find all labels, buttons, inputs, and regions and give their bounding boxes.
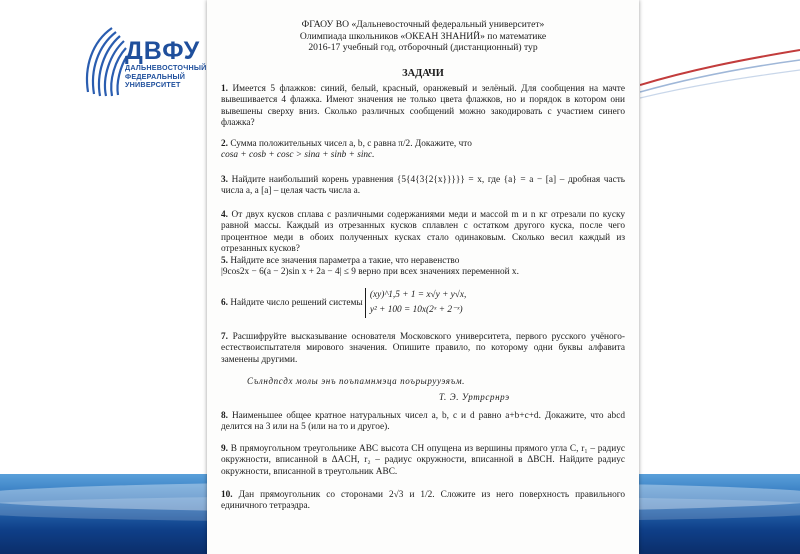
- task-10-text: Дан прямоугольник со сторонами 2√3 и 1/2. Сложите из него поверхность правильного единичного тетраэдра.: [221, 490, 626, 512]
- task-3-text: Найдите наибольший корень уравнения {5{4{3{2{x}}}}} = x, где {a} = a − [a] – дробная часть числа a, а [a] – целая часть числа a.: [221, 175, 625, 197]
- task-4-text: От двух кусков сплава с различными содержаниями меди и массой m и n кг отрезали по куску равной массы. Каждый из отрезанных кусков сплавлен с остатком другого куска, после чего процентное меди в обоих полученных кусках стало одинаковым. Сколько весил каждый из отрезанных кусков?: [221, 210, 625, 255]
- task-7-text: Расшифруйте высказывание основателя Московского университета, первого русского учёного-естествоиспытателя мирового значения. Опишите правило, по которому одни буквы алфавита заменены другими.: [221, 332, 625, 365]
- task-6-system: [365, 288, 466, 318]
- task-5-text: Найдите все значения параметра a такие, что неравенство: [230, 256, 460, 266]
- olympiad-document-page: [207, 0, 639, 554]
- document-title: ЗАДАЧИ: [402, 68, 444, 79]
- header-line-1: ФГАОУ ВО «Дальневосточный федеральный университет»: [301, 19, 545, 30]
- task-2: [221, 139, 625, 162]
- task-10: [221, 490, 625, 513]
- task-2-formula: cosa + cosb + cosc > sina + sinb + sinc.: [221, 150, 375, 161]
- task-10-number: 10.: [221, 490, 233, 500]
- task-6-equation-1: (xy)^1,5 + 1 = x√y + y√x,: [369, 290, 467, 300]
- task-1-text: Имеется 5 флажков: синий, белый, красный, оранжевый и зелёный. Для сообщения на мачте вывешивается 4 флажка. Имеют значения не только цвета флажков, но и порядок в котором они вывешены сверху вниз. Сколько различных сообщений можно закодировать с участием синего флажка?: [221, 84, 625, 129]
- task-7: [221, 332, 625, 366]
- task-3-number: 3.: [221, 175, 228, 185]
- task-6-equation-2: y² + 100 = 10x(2ˣ + 2⁻ˣ): [369, 305, 463, 315]
- task-5-formula: |9cos2x − 6(a − 2)sin x + 2a − 4| ≤ 9 верно при всех значениях переменной x.: [221, 267, 519, 278]
- task-6-number: 6.: [221, 298, 228, 309]
- logo-name: ДВФУ: [125, 37, 201, 65]
- task-9-number: 9.: [221, 444, 228, 454]
- task-5: [221, 256, 625, 279]
- task-1-number: 1.: [221, 84, 228, 94]
- dvfu-logo-wordmark: [125, 38, 206, 90]
- task-6-text: Найдите число решений системы: [230, 298, 363, 309]
- task-8-number: 8.: [221, 411, 228, 421]
- task-2-number: 2.: [221, 139, 228, 149]
- task-7-number: 7.: [221, 332, 228, 342]
- task-9: [221, 444, 625, 478]
- header-line-2: Олимпиада школьников «ОКЕАН ЗНАНИЙ» по математике: [299, 30, 547, 42]
- task-9-text: В прямоугольном треугольнике ABC высота CH опущена из вершины прямого угла C, r₁ – радиус окружности, вписанной в ΔACH, r₂ – радиус окружности, вписанной в ΔBCH. Найдите радиус окружности, вписанной в треугольник ABC.: [221, 444, 625, 477]
- task-6: [221, 288, 625, 318]
- task-4-number: 4.: [221, 210, 228, 220]
- logo-sub-2: ФЕДЕРАЛЬНЫЙ: [125, 71, 186, 81]
- task-2-text: Сумма положительных чисел a, b, c равна π/2. Докажите, что: [230, 139, 472, 149]
- task-3: [221, 175, 625, 198]
- task-7-cipher-signature: Т. Э. Уртрсрнрэ: [439, 392, 510, 402]
- header-line-3: 2016-17 учебный год, отборочный (дистанционный) тур: [308, 42, 538, 53]
- logo-sub-1: ДАЛЬНЕВОСТОЧНЫЙ: [125, 63, 207, 72]
- document-header: [207, 19, 639, 54]
- task-7-cipher: Сълндпсдх молы энъ поъпамнмэца поърырууэяъм.: [247, 376, 466, 386]
- logo-sub-3: УНИВЕРСИТЕТ: [125, 80, 181, 89]
- task-5-number: 5.: [221, 256, 228, 266]
- task-8: [221, 411, 625, 434]
- task-1: [221, 84, 625, 130]
- task-4: [221, 210, 625, 256]
- decorative-wave-lines: [640, 40, 800, 120]
- task-8-text: Наименьшее общее кратное натуральных чисел a, b, c и d равно a+b+c+d. Докажите, что abcd делится на 3 или на 5 (или на то и другое).: [221, 411, 625, 433]
